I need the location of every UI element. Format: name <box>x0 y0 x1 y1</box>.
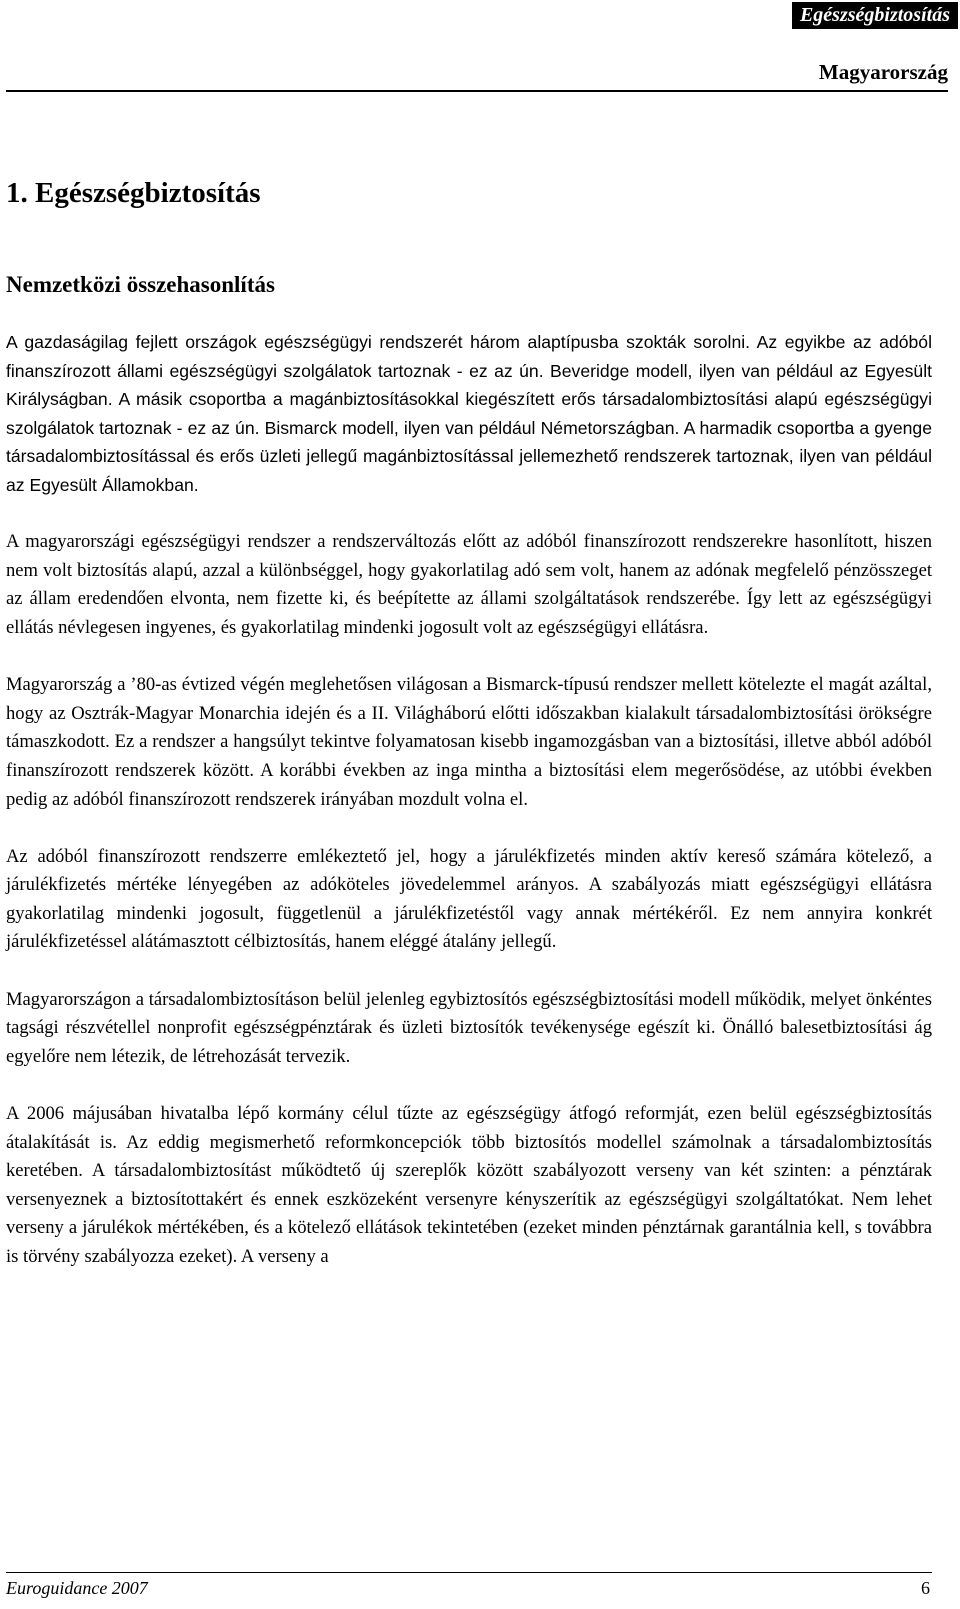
paragraph: Az adóból finanszírozott rendszerre emlékeztető jel, hogy a járulékfizetés minden aktív kereső számára kötelező, a járulékfizetés mértéke lényegében az adóköteles jövedelemmel arányos. A szabályozás miatt egészségügyi ellátásra gyakorlatilag mindenki jogosult, függetlenül a járulékfizetéstől vagy annak mértékéről. Ez nem annyira konkrét járulékfizetéssel alátámasztott célbiztosítás, hanem eléggé átalány jellegű. <box>6 845 932 953</box>
body-text <box>6 328 932 1300</box>
footer-divider <box>6 1572 932 1573</box>
page-number: 6 <box>921 1578 930 1598</box>
footer-publisher: Euroguidance 2007 <box>6 1578 148 1598</box>
section-title: Nemzetközi összehasonlítás <box>6 272 275 297</box>
paragraph: A gazdaságilag fejlett országok egészségügyi rendszerét három alaptípusba szokták sorolni. Az egyikbe az adóból finanszírozott állami egészségügyi szolgálatok tartoznak - ez az ún. Beveridge modell, ilyen van például az Egyesült Királyságban. A másik csoportba a magánbiztosításokkal kiegészített erős társadalombiztosítási alapú egészségügyi szolgálatok tartoznak - ez az ún. Bismarck modell, ilyen van például Németországban. A harmadik csoportba a gyenge társadalombiztosítással és erős üzleti jellegű magánbiztosítással jellemezhető rendszerek tartoznak, ilyen van például az Egyesült Államokban. <box>6 332 932 495</box>
paragraph: Magyarországon a társadalombiztosításon belül jelenleg egybiztosítós egészségbiztosítási modell működik, melyet önkéntes tagsági részvétellel nonprofit egészségpénztárak és üzleti biztosítók tevékenysége egészít ki. Önálló balesetbiztosítási ág egyelőre nem létezik, de létrehozását tervezik. <box>6 988 932 1067</box>
header-country: Magyarország <box>818 60 948 84</box>
chapter-title: 1. Egészségbiztosítás <box>6 177 261 209</box>
paragraph: Magyarország a ’80-as évtized végén meglehetősen világosan a Bismarck-típusú rendszer mellett kötelezte el magát azáltal, hogy az Osztrák-Magyar Monarchia idején és a II. Világháború előtti időszakban kialakult társadalombiztosítási örökségre támaszkodott. Ez a rendszer a hangsúlyt tekintve folyamatosan kisebb ingamozgásban van a biztosítási, illetve abból adóból finanszírozott rendszerek között. A korábbi években az inga mintha a biztosítási elem megerősödése, az utóbbi években pedig az adóból finanszírozott rendszerek irányában mozdult volna el. <box>6 674 932 810</box>
paragraph: A magyarországi egészségügyi rendszer a rendszerváltozás előtt az adóból finanszírozott rendszerekre hasonlított, hiszen nem volt biztosítás alapú, azzal a különbséggel, hogy gyakorlatilag adó sem volt, hanem az adónak megfelelő pénzösszeget az állam eredendően elvonta, nem fizette ki, és beépítette az állami szolgáltatások rendszerébe. Így lett az egészségügyi ellátás névlegesen ingyenes, és gyakorlatilag mindenki jogosult volt az egészségügyi ellátásra. <box>6 531 932 638</box>
header-section-badge: Egészségbiztosítás <box>792 2 958 29</box>
paragraph: A 2006 májusában hivatalba lépő kormány célul tűzte az egészségügy átfogó reformját, ezen belül egészségbiztosítás átalakítását is. Az eddig megismerhető reformkoncepciók több biztosítós modellel számolnak a társadalombiztosítás keretében. A társadalombiztosítást működtető új szereplők között szabályozott verseny van két szinten: a pénztárak versenyeznek a biztosítottakért és ennek eszközeként versenyre kényszerítik az egészségügyi szolgáltatókat. Nem lehet verseny a járulékok mértékében, és a kötelező ellátások tekintetében (ezeket minden pénztárnak garantálnia kell, s továbbra is törvény szabályozza ezeket). A verseny a <box>6 1103 932 1267</box>
header-divider <box>6 90 948 92</box>
